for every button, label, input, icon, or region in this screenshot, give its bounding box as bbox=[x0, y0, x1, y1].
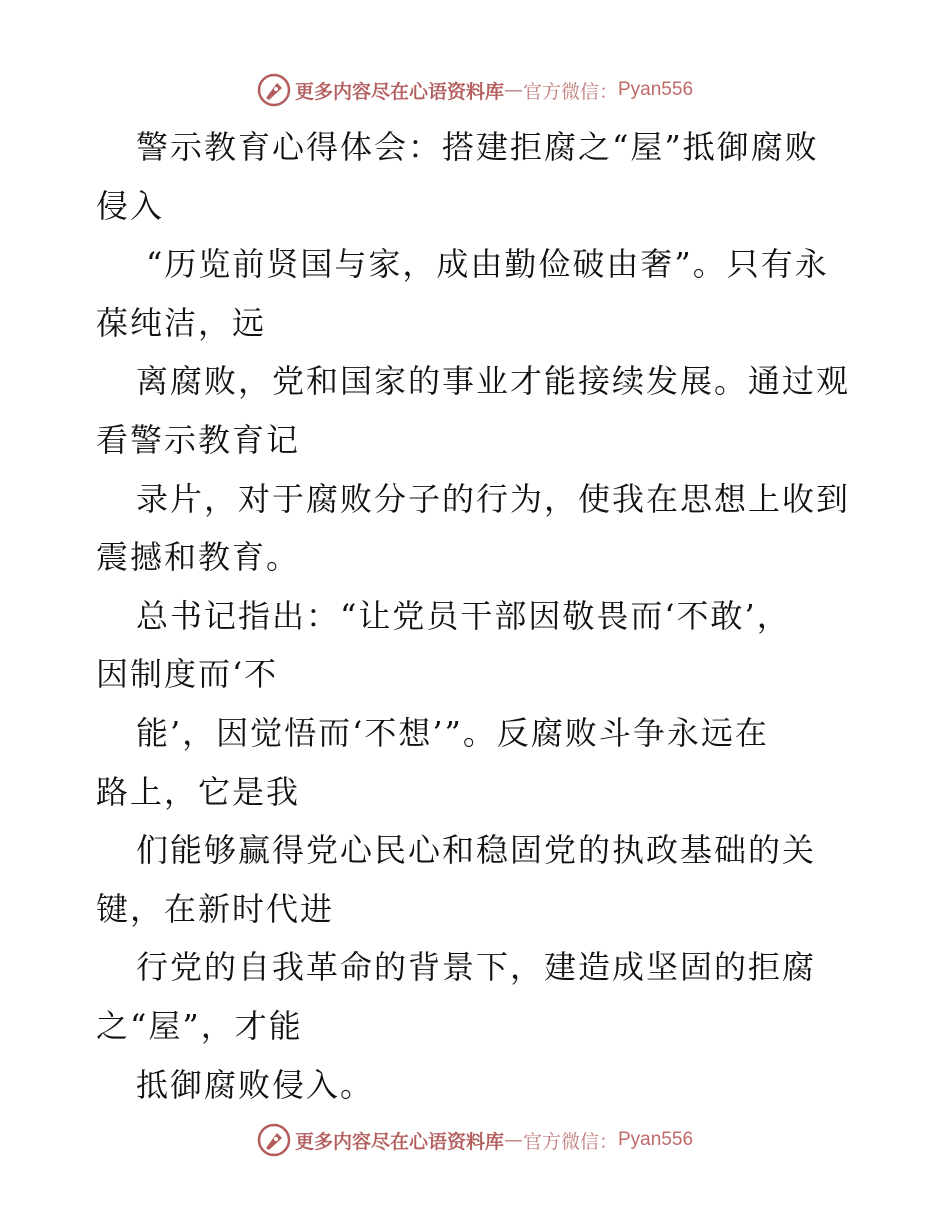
paragraph-line: 行党的自我革命的背景下，建造成坚固的拒腐 bbox=[136, 948, 817, 987]
watermark-sub-text: 官方微信： bbox=[522, 1130, 618, 1153]
document-title-line-1: 警示教育心得体会：搭建拒腐之“屋”抵御腐败 bbox=[136, 128, 819, 166]
paragraph-line: 路上，它是我 bbox=[96, 772, 301, 811]
header-watermark bbox=[0, 70, 950, 110]
paragraph-line: 看警示教育记 bbox=[96, 420, 301, 459]
document-body bbox=[96, 118, 856, 1114]
paragraph-line: 能’，因觉悟而‘不想’”。反腐败斗争永远在 bbox=[136, 713, 769, 752]
paragraph-line: 总书记指出：“让党员干部因敬畏而‘不敢’， bbox=[136, 596, 791, 635]
paragraph-line: 因制度而‘不 bbox=[96, 655, 279, 694]
pen-nib-logo-icon bbox=[257, 1123, 291, 1157]
watermark-main-text: 更多内容尽在心语资料库 bbox=[294, 1130, 504, 1153]
paragraph-line: 们能够赢得党心民心和稳固党的执政基础的关 bbox=[136, 831, 817, 870]
watermark-wechat-id: Pyan556 bbox=[618, 79, 694, 100]
watermark-sub-text: 官方微信： bbox=[522, 80, 618, 103]
pen-nib-logo-icon bbox=[257, 73, 291, 107]
watermark-wechat-id: Pyan556 bbox=[618, 1129, 694, 1150]
paragraph-line: 葆纯洁，远 bbox=[96, 303, 267, 342]
watermark-dash: — bbox=[503, 79, 523, 101]
watermark-dash: — bbox=[503, 1129, 523, 1151]
watermark-main-text: 更多内容尽在心语资料库 bbox=[294, 80, 504, 103]
paragraph-line: 录片，对于腐败分子的行为，使我在思想上收到 bbox=[136, 479, 851, 518]
paragraph-line: 键，在新时代进 bbox=[96, 889, 335, 928]
paragraph-line: 震撼和教育。 bbox=[96, 538, 301, 577]
paragraph-line: 抵御腐败侵入。 bbox=[136, 1065, 375, 1104]
document-title-line-2: 侵入 bbox=[96, 186, 165, 225]
footer-watermark bbox=[0, 1120, 950, 1160]
paragraph-line: 离腐败，党和国家的事业才能接续发展。通过观 bbox=[136, 362, 851, 401]
paragraph-line: 之“屋”，才能 bbox=[96, 1006, 303, 1045]
paragraph-line: “历览前贤国与家，成由勤俭破由奢”。只有永 bbox=[146, 245, 829, 284]
